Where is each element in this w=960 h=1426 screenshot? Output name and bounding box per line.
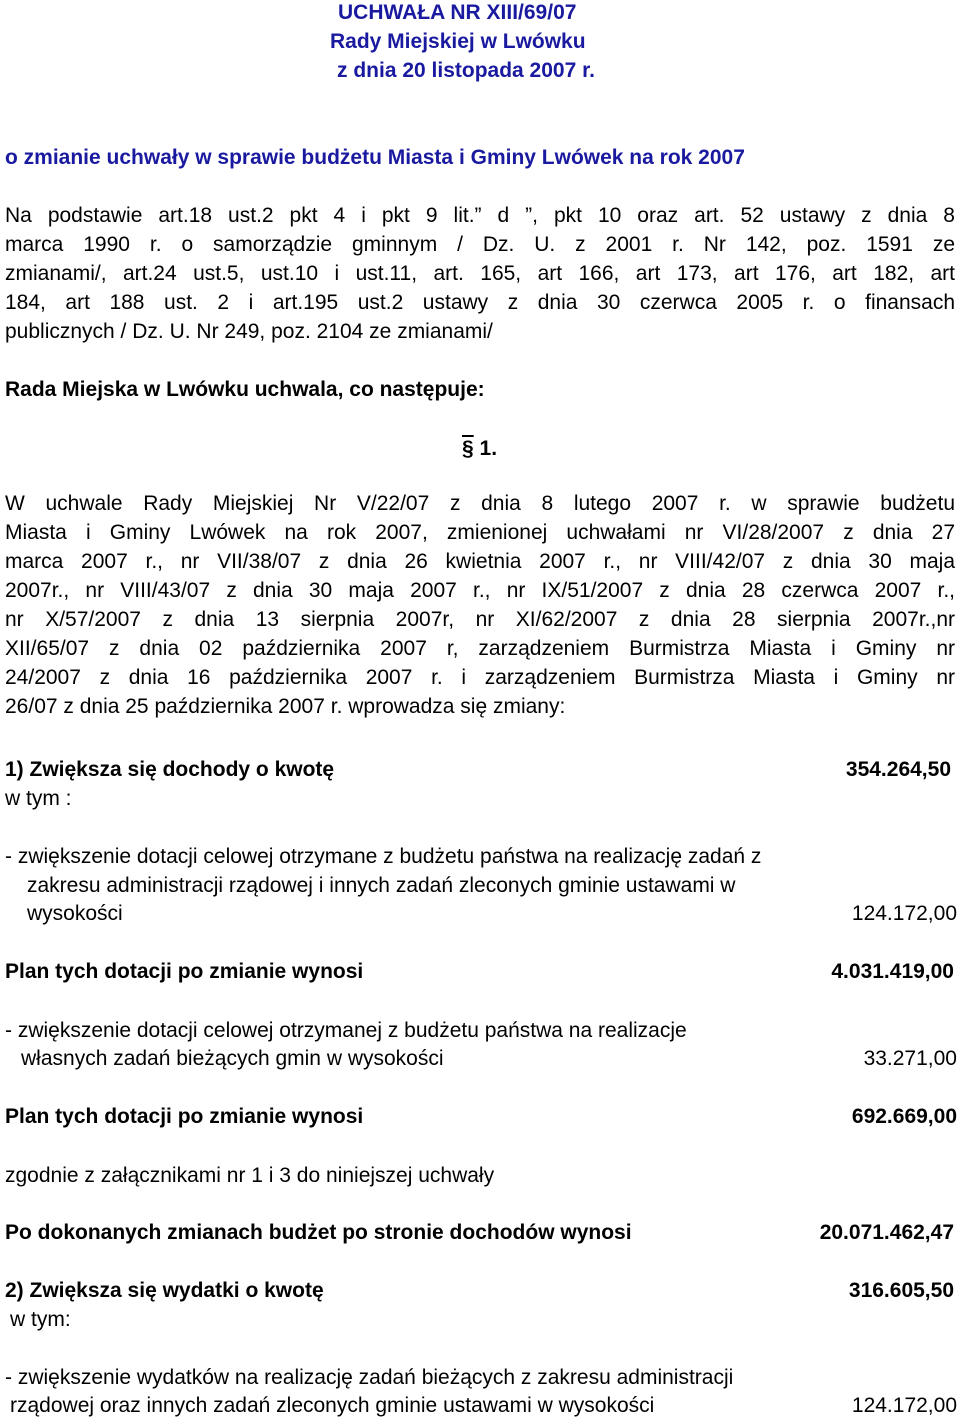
expenses-wtym: w tym: bbox=[10, 1308, 71, 1331]
preamble-line: publicznych / Dz. U. Nr 249, poz. 2104 ze zmianami/ bbox=[5, 320, 493, 343]
income-after-label: Po dokonanych zmianach budżet po stronie dochodów wynosi bbox=[5, 1221, 632, 1244]
expenses-item1-label: rządowej oraz innych zadań zleconych gminie ustawami w wysokości bbox=[10, 1394, 655, 1417]
resolution-subject: o zmianie uchwały w sprawie budżetu Miasta i Gminy Lwówek na rok 2007 bbox=[5, 146, 745, 169]
income-title-row bbox=[5, 755, 957, 785]
resolution-council: Rady Miejskiej w Lwówku bbox=[330, 30, 586, 53]
income-note: zgodnie z załącznikami nr 1 i 3 do niniejszej uchwały bbox=[5, 1164, 495, 1187]
income-item1-label: wysokości bbox=[27, 902, 123, 925]
body-line: Miasta i Gminy Lwówek na rok 2007, zmienionej uchwałami nr VI/28/2007 z dnia 27 bbox=[5, 521, 955, 544]
section-sign: § bbox=[462, 437, 474, 460]
income-plan2-label: Plan tych dotacji po zmianie wynosi bbox=[5, 1105, 364, 1128]
income-item1-amount: 124.172,00 bbox=[851, 902, 957, 925]
resolution-date: z dnia 20 listopada 2007 r. bbox=[337, 59, 595, 82]
body-line: nr X/57/2007 z dnia 13 sierpnia 2007r, nr XI/62/2007 z dnia 28 sierpnia 2007r.,nr bbox=[5, 608, 955, 631]
preamble-line: Na podstawie art.18 ust.2 pkt 4 i pkt 9 lit.” d ”, pkt 10 oraz art. 52 ustawy z dnia 8 bbox=[5, 204, 955, 227]
section-number: 1. bbox=[479, 437, 498, 460]
section-heading bbox=[462, 436, 522, 462]
preamble-line: 184, art 188 ust. 2 i art.195 ust.2 ustawy z dnia 30 czerwca 2005 r. o finansach bbox=[5, 291, 955, 314]
expenses-item1-line: - zwiększenie wydatków na realizację zadań bieżących z zakresu administracji bbox=[5, 1366, 734, 1389]
body-line: W uchwale Rady Miejskiej Nr V/22/07 z dnia 8 lutego 2007 r. w sprawie budżetu bbox=[5, 492, 955, 515]
income-item2-amount: 33.271,00 bbox=[863, 1047, 957, 1070]
expenses-title: 2) Zwiększa się wydatki o kwotę bbox=[5, 1279, 324, 1302]
income-plan2-amount: 692.669,00 bbox=[851, 1105, 957, 1128]
expenses-item1-amount: 124.172,00 bbox=[851, 1394, 957, 1417]
body-line: 26/07 z dnia 25 października 2007 r. wprowadza się zmiany: bbox=[5, 695, 566, 718]
expenses-title-row bbox=[5, 1276, 957, 1306]
income-plan1-row bbox=[5, 957, 957, 987]
resolution-number: UCHWAŁA NR XIII/69/07 bbox=[338, 1, 577, 24]
income-plan1-label: Plan tych dotacji po zmianie wynosi bbox=[5, 960, 364, 983]
income-plan1-amount: 4.031.419,00 bbox=[831, 960, 954, 983]
income-amount: 354.264,50 bbox=[845, 758, 951, 781]
expenses-item1-row bbox=[10, 1391, 957, 1421]
resolves-clause: Rada Miejska w Lwówku uchwala, co następuje: bbox=[5, 378, 485, 401]
body-line: marca 2007 r., nr VII/38/07 z dnia 26 kwietnia 2007 r., nr VIII/42/07 z dnia 30 maja bbox=[5, 550, 955, 573]
income-title: 1) Zwiększa się dochody o kwotę bbox=[5, 758, 335, 781]
income-item2-row bbox=[21, 1044, 957, 1074]
income-item1-line: zakresu administracji rządowej i innych zadań zleconych gminie ustawami w bbox=[27, 874, 736, 897]
body-line: 24/2007 z dnia 16 października 2007 r. i zarządzeniem Burmistrza Miasta i Gminy nr bbox=[5, 666, 955, 689]
income-item2-line: - zwiększenie dotacji celowej otrzymanej z budżetu państwa na realizacje bbox=[5, 1019, 687, 1042]
body-line: 2007r., nr VIII/43/07 z dnia 30 maja 2007 r., nr IX/51/2007 z dnia 28 czerwca 2007 r., bbox=[5, 579, 955, 602]
income-after-row bbox=[5, 1218, 957, 1248]
income-plan2-row bbox=[5, 1102, 957, 1132]
income-item1-line: - zwiększenie dotacji celowej otrzymane z budżetu państwa na realizację zadań z bbox=[5, 845, 762, 868]
income-item2-label: własnych zadań bieżących gmin w wysokości bbox=[21, 1047, 444, 1070]
income-after-amount: 20.071.462,47 bbox=[819, 1221, 954, 1244]
income-item1-row bbox=[27, 899, 957, 929]
body-line: XII/65/07 z dnia 02 października 2007 r, zarządzeniem Burmistrza Miasta i Gminy nr bbox=[5, 637, 955, 660]
preamble-line: marca 1990 r. o samorządzie gminnym / Dz. U. z 2001 r. Nr 142, poz. 1591 ze bbox=[5, 233, 955, 256]
income-wtym: w tym : bbox=[5, 787, 72, 810]
preamble-line: zmianami/, art.24 ust.5, ust.10 i ust.11, art. 165, art 166, art 173, art 176, art 182, art bbox=[5, 262, 955, 285]
expenses-amount: 316.605,50 bbox=[848, 1279, 954, 1302]
